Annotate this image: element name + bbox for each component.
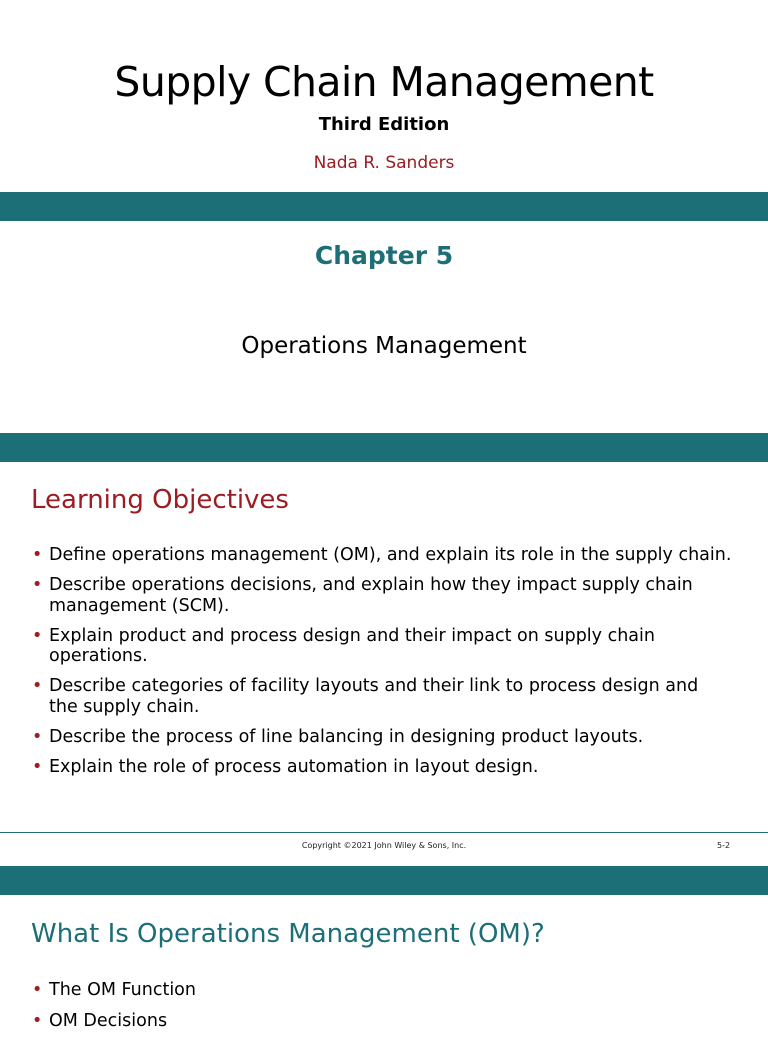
list-item-text: OM Decisions [49,1010,168,1031]
list-item [32,727,732,748]
bullet-icon: • [32,545,43,565]
learning-objectives-heading: Learning Objectives [31,485,289,515]
list-item-text: Describe the process of line balancing in designing product layouts. [49,726,644,747]
list-item [32,1011,732,1032]
list-item-text: Describe operations decisions, and explain how they impact supply chain management (SCM). [49,575,693,616]
footer-rule [0,832,768,833]
bullet-icon: • [32,980,43,1000]
list-item-text: The OM Function [49,980,196,1000]
copyright-notice: Copyright ©2021 John Wiley & Sons, Inc. [301,841,467,850]
bullet-icon: • [32,676,43,696]
chapter-subtitle: Operations Management [241,333,527,359]
list-item-text: Define operations management (OM), and explain its role in the supply chain. [49,545,732,565]
om-topics-list [32,980,732,1041]
list-item [32,676,732,717]
om-heading: What Is Operations Management (OM)? [31,919,545,949]
bullet-icon: • [32,726,43,747]
learning-objectives-list [32,545,732,787]
slide-divider-band [0,192,768,221]
bullet-icon: • [32,625,43,646]
book-title: Supply Chain Management [114,58,654,106]
slide-divider-band [0,433,768,462]
bullet-icon: • [32,1010,43,1031]
edition-label: Third Edition [318,114,450,135]
chapter-title: Chapter 5 [314,241,454,270]
bullet-icon: • [32,756,43,777]
list-item [32,575,732,616]
page-number: 5-2 [717,841,731,850]
bullet-icon: • [32,575,43,595]
slide-divider-band [0,866,768,895]
author-name: Nada R. Sanders [313,153,455,173]
list-item [32,545,732,566]
list-item-text: Explain the role of process automation in layout design. [49,756,539,777]
list-item-text: Describe categories of facility layouts and their link to process design and the supply chain. [49,676,699,717]
list-item-text: Explain product and process design and their impact on supply chain operations. [49,625,655,666]
list-item [32,980,732,1001]
list-item [32,757,732,778]
list-item [32,626,732,667]
